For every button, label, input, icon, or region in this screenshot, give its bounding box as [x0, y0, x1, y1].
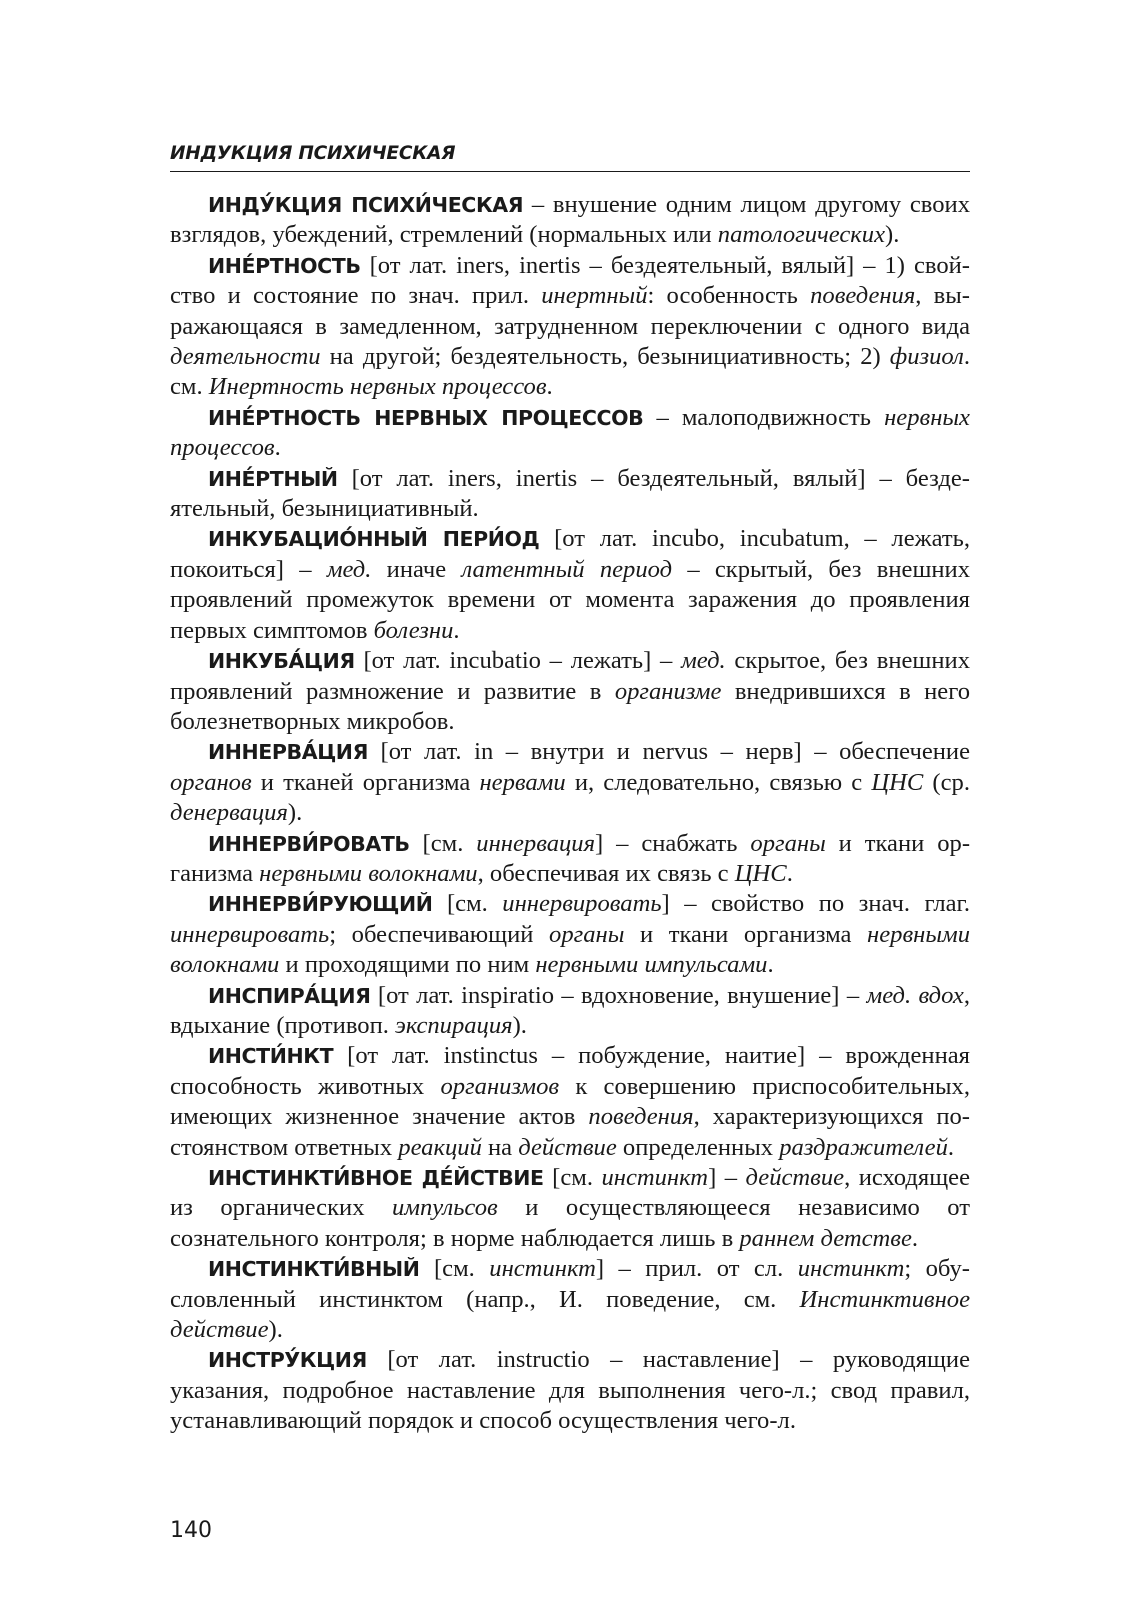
italic-term: латентный период	[461, 555, 673, 583]
italic-term: мед.	[326, 555, 372, 583]
dictionary-entry	[170, 737, 970, 828]
definition-text: ).	[512, 1011, 527, 1039]
definition-text: и ткани организма	[170, 829, 971, 887]
definition-text: [от лат. iners, inertis – бездеятельный, вялый] – бездеятельный, безынициативный.	[170, 464, 970, 523]
definition-text: [от лат. incubatio – лежать] –	[354, 647, 682, 675]
definition-text: иначе	[371, 555, 462, 583]
definition-text: [от лат. iners, inertis – бездеятельный, вялый] – 1) свойство и состояние по знач. прил.	[170, 251, 970, 310]
italic-term: болезни	[373, 616, 454, 644]
headword: ИННЕРВИ́РУЮЩИЙ	[208, 892, 433, 917]
definition-text: [от лат. instinctus – побуждение, наитие] – врожденная способность животных	[170, 1042, 970, 1100]
definition-text: ).	[885, 221, 900, 249]
italic-term: импульсов	[391, 1194, 498, 1222]
dictionary-entry	[170, 1345, 970, 1436]
definition-text: , выражающаяся в замедленном, затрудненном переключении с одного вида	[170, 282, 970, 340]
headword: ИНЕ́РТНОСТЬ	[208, 253, 361, 278]
italic-term: иннервация	[476, 829, 596, 857]
italic-term: нервными импульсами	[535, 951, 768, 979]
dictionary-entry	[170, 1163, 970, 1254]
definition-text: определенных	[616, 1133, 780, 1161]
entries-list	[170, 190, 970, 1437]
definition-text: .	[274, 434, 281, 462]
definition-text: и проходящими по ним	[279, 951, 536, 979]
definition-text: – внушение одним лицом другому своих взглядов, убеждений, стремлений (нормальных или	[170, 191, 970, 249]
italic-term: мед.	[681, 647, 726, 675]
italic-term: раздражителей	[779, 1133, 948, 1161]
dictionary-page	[170, 0, 970, 1601]
header-rule	[170, 171, 970, 172]
definition-text: скрытое, без внешних проявлений размножение и развитие в	[170, 647, 970, 705]
italic-term: организме	[614, 677, 722, 705]
definition-text: ; обусловленный инстинктом (напр., И. поведение, см.	[170, 1255, 970, 1313]
definition-text: , вдыхание (противоп.	[170, 981, 970, 1039]
italic-term: органы	[549, 920, 625, 948]
dictionary-entry	[170, 1254, 970, 1345]
headword: ИНСТРУ́КЦИЯ	[208, 1348, 367, 1373]
italic-term: действие	[518, 1133, 617, 1161]
definition-text: ; обеспечивающий	[329, 920, 550, 948]
definition-text: и тканей организма	[251, 768, 480, 796]
italic-term: инертный	[541, 282, 648, 310]
italic-term: инстинкт	[601, 1164, 709, 1191]
italic-term: инстинкт	[489, 1255, 596, 1283]
italic-term: ЦНС	[734, 859, 787, 887]
definition-text: (ср.	[923, 768, 970, 796]
page-number: 140	[170, 1518, 212, 1543]
definition-text: .	[947, 1133, 955, 1161]
headword: ИНСПИРА́ЦИЯ	[208, 983, 371, 1008]
dictionary-entry	[170, 1041, 970, 1163]
italic-term: иннервировать	[170, 920, 330, 948]
definition-text: .	[786, 859, 793, 887]
headword: ИНЕ́РТНОСТЬ НЕРВНЫХ ПРОЦЕССОВ	[208, 405, 644, 430]
definition-text: – малоподвижность	[643, 403, 885, 431]
italic-term: иннервировать	[502, 890, 662, 918]
italic-term: нервных процессов	[170, 403, 970, 462]
headword: ИНКУБА́ЦИЯ	[208, 649, 355, 674]
definition-text: и, следовательно, связью с	[565, 768, 872, 796]
definition-text: на другой; бездеятельность, безынициативность; 2)	[320, 343, 890, 371]
definition-text: .	[453, 616, 460, 644]
dictionary-entry	[170, 889, 970, 980]
definition-text: и осуществляющееся независимо от сознательного контроля; в норме наблюдается лишь в	[170, 1194, 970, 1252]
italic-term: физиол	[889, 343, 964, 371]
definition-text: [см.	[419, 1255, 490, 1283]
definition-text: [см.	[409, 829, 477, 857]
italic-term: раннем детстве	[739, 1224, 912, 1252]
definition-text: . см.	[170, 343, 970, 401]
definition-text: ] – снабжать	[595, 829, 751, 857]
headword: ИНКУБАЦИО́ННЫЙ ПЕРИ́ОД	[208, 527, 540, 552]
headword: ИНСТИ́НКТ	[208, 1044, 334, 1069]
definition-text: : особенность	[647, 282, 811, 310]
definition-text: и ткани организма	[624, 920, 868, 948]
definition-text: к совершению приспособительных, имеющих жизненное значение актов	[170, 1072, 970, 1131]
italic-term: нервными волокнами	[259, 859, 478, 887]
headword: ИНСТИНКТИ́ВНЫЙ	[208, 1257, 420, 1282]
italic-term: действие	[745, 1164, 845, 1191]
dictionary-entry	[170, 251, 970, 403]
italic-term: инстинкт	[797, 1255, 905, 1283]
definition-text: .	[546, 373, 553, 401]
definition-text: [от лат. incubo, incubatum, – лежать, покоиться] –	[170, 525, 970, 583]
italic-term: ЦНС	[871, 768, 924, 796]
definition-text: внедрившихся в него болезнетворных микробов.	[170, 677, 970, 735]
definition-text: [см.	[432, 890, 503, 918]
headword: ИНЕ́РТНЫЙ	[208, 466, 338, 491]
italic-term: нервными волокнами	[170, 920, 970, 979]
headword: ИННЕРВА́ЦИЯ	[208, 740, 368, 765]
italic-term: патологических	[717, 221, 885, 249]
dictionary-entry	[170, 646, 970, 737]
italic-term: органы	[750, 829, 826, 857]
italic-term: нервами	[479, 768, 566, 796]
dictionary-entry	[170, 464, 970, 525]
definition-text: ] – прил. от сл.	[595, 1255, 798, 1283]
italic-term: органов	[170, 768, 252, 796]
dictionary-entry	[170, 403, 970, 464]
headword: ИНСТИНКТИ́ВНОЕ ДЕ́ЙСТВИЕ	[208, 1166, 544, 1190]
definition-text: [от лат. inspiratio – вдохновение, внушение] –	[370, 981, 867, 1009]
definition-text: [от лат. in – внутри и nervus – нерв] – обеспечение	[367, 738, 970, 766]
dictionary-entry	[170, 524, 970, 646]
definition-text: на	[481, 1133, 519, 1161]
italic-term: мед. вдох	[866, 981, 964, 1009]
italic-term: организмов	[440, 1072, 560, 1100]
dictionary-entry	[170, 981, 970, 1042]
italic-term: экспирация	[395, 1011, 513, 1039]
definition-text: ] –	[708, 1164, 746, 1191]
definition-text: .	[767, 951, 774, 979]
italic-term: поведения	[810, 282, 916, 310]
dictionary-entry	[170, 829, 970, 890]
definition-text: – скрытый, без внешних проявлений промежуток времени от момента заражения до проявления первых симптомов	[170, 555, 971, 644]
headword: ИНДУ́КЦИЯ ПСИХИ́ЧЕСКАЯ	[208, 193, 524, 217]
definition-text: ).	[268, 1316, 283, 1344]
running-head: ИНДУКЦИЯ ПСИХИЧЕСКАЯ	[170, 143, 456, 164]
definition-text: [от лат. instructio – наставление] – руководящие указания, подробное наставление для выполнения чего-л.; свод правил, устанавливающий порядок и способ осуществления чего-л.	[170, 1346, 970, 1435]
definition-text: , характеризующихся постоянством ответных	[170, 1103, 970, 1161]
italic-term: реакций	[398, 1133, 482, 1161]
dictionary-entry	[170, 190, 970, 251]
definition-text: , обеспечивая их связь с	[477, 859, 735, 887]
definition-text: , исходящее из органических	[170, 1164, 970, 1222]
headword: ИННЕРВИ́РОВАТЬ	[208, 831, 410, 856]
italic-term: Инстинктивное действие	[170, 1285, 970, 1344]
italic-term: деятельности	[170, 343, 321, 371]
italic-term: поведения	[588, 1103, 694, 1131]
italic-term: Инертность нервных процессов	[208, 373, 547, 401]
italic-term: денервация	[170, 799, 288, 827]
definition-text: ] – свойство по знач. глаг.	[661, 890, 970, 918]
definition-text: [см.	[543, 1164, 602, 1191]
definition-text: ).	[287, 799, 303, 827]
definition-text: .	[911, 1224, 919, 1252]
